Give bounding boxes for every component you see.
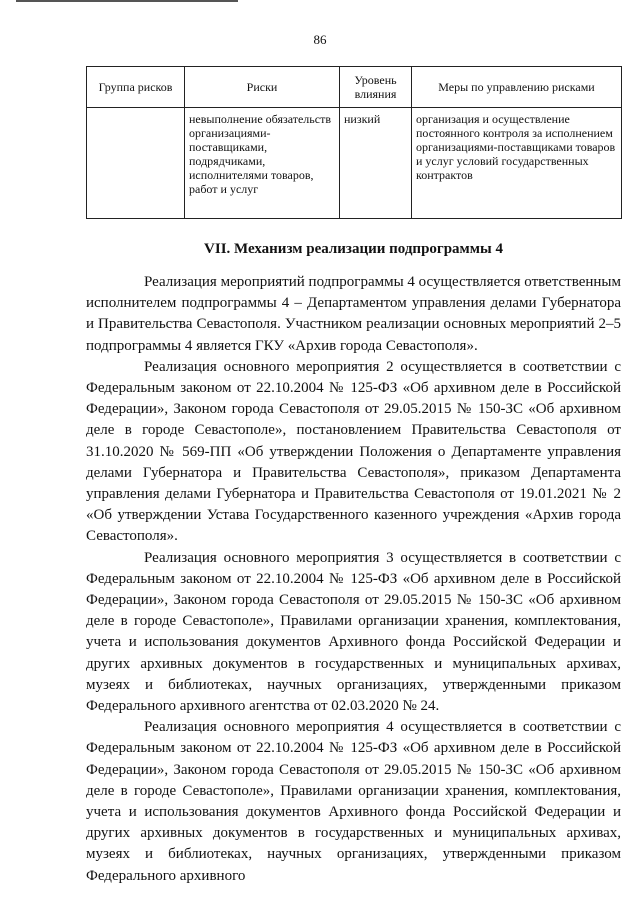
paragraph: Реализация мероприятий подпрограммы 4 осуществляется ответственным исполнителем подпрограммы 4 – Департаментом управления делами Губернатора и Правительства Севастополя. Участником реализации основных мероприятий 2–5 подпрограммы 4 является ГКУ «Архив города Севастополя». xyxy=(86,274,622,354)
cell-risk: невыполнение обязательств организациями-поставщиками, подрядчиками, исполнителями товаров, работ и услуг xyxy=(185,108,340,219)
table-header-row xyxy=(87,67,622,108)
body-text xyxy=(86,272,621,887)
header-impact-level: Уровень влияния xyxy=(340,67,412,108)
cell-impact-level: низкий xyxy=(340,108,412,219)
header-risks: Риски xyxy=(185,67,340,108)
paragraph: Реализация основного мероприятия 3 осуществляется в соответствии с Федеральным законом от 22.10.2004 № 125-ФЗ «Об архивном деле в Российской Федерации», Законом города Севастополя от 29.05.2015 № 150-ЗС «Об архивном деле в городе Севастополе», Правилами организации хранения, комплектования, учета и использования документов Архивного фонда Российской Федерации и других архивных документов в государственных и муниципальных архивах, музеях и библиотеках, научных организациях, утвержденными приказом Федерального архивного агентства от 02.03.2020 № 24. xyxy=(86,549,621,715)
risk-table xyxy=(86,66,622,219)
cell-measures: организация и осуществление постоянного контроля за исполнением организациями-поставщиками товаров и услуг условий государственных контрактов xyxy=(412,108,622,219)
paragraph: Реализация основного мероприятия 2 осуществляется в соответствии с Федеральным законом от 22.10.2004 № 125-ФЗ «Об архивном деле в Российской Федерации», Законом города Севастополя от 29.05.2015 № 150-ЗС «Об архивном деле в городе Севастополе», постановлением Правительства Севастополя от 31.10.2020 № 569-ПП «Об утверждении Положения о Департаменте управления делами Губернатора и Правительства Севастополя», приказом Департамента управления делами Губернатора и Правительства Севастополя от 19.01.2021 № 2 «Об утверждении Устава Государственного казенного учреждения «Архив города Севастополя». xyxy=(86,358,621,545)
top-rule xyxy=(16,0,238,2)
cell-risk-group xyxy=(87,108,185,219)
paragraph: Реализация основного мероприятия 4 осуществляется в соответствии с Федеральным законом от 22.10.2004 № 125-ФЗ «Об архивном деле в Российской Федерации», Законом города Севастополя от 29.05.2015 № 150-ЗС «Об архивном деле в городе Севастополе», Правилами организации хранения, комплектования, учета и использования документов Архивного фонда Российской Федерации и других архивных документов в государственных и муниципальных архивах, музеях и библиотеках, научных организациях, утвержденными приказом Федерального архивного xyxy=(86,719,621,884)
header-risk-measures: Меры по управлению рисками xyxy=(412,67,622,108)
header-risk-group: Группа рисков xyxy=(87,67,185,108)
page-number: 86 xyxy=(313,32,327,47)
table-row xyxy=(87,108,622,219)
section-title: VII. Механизм реализации подпрограммы 4 xyxy=(204,241,503,257)
